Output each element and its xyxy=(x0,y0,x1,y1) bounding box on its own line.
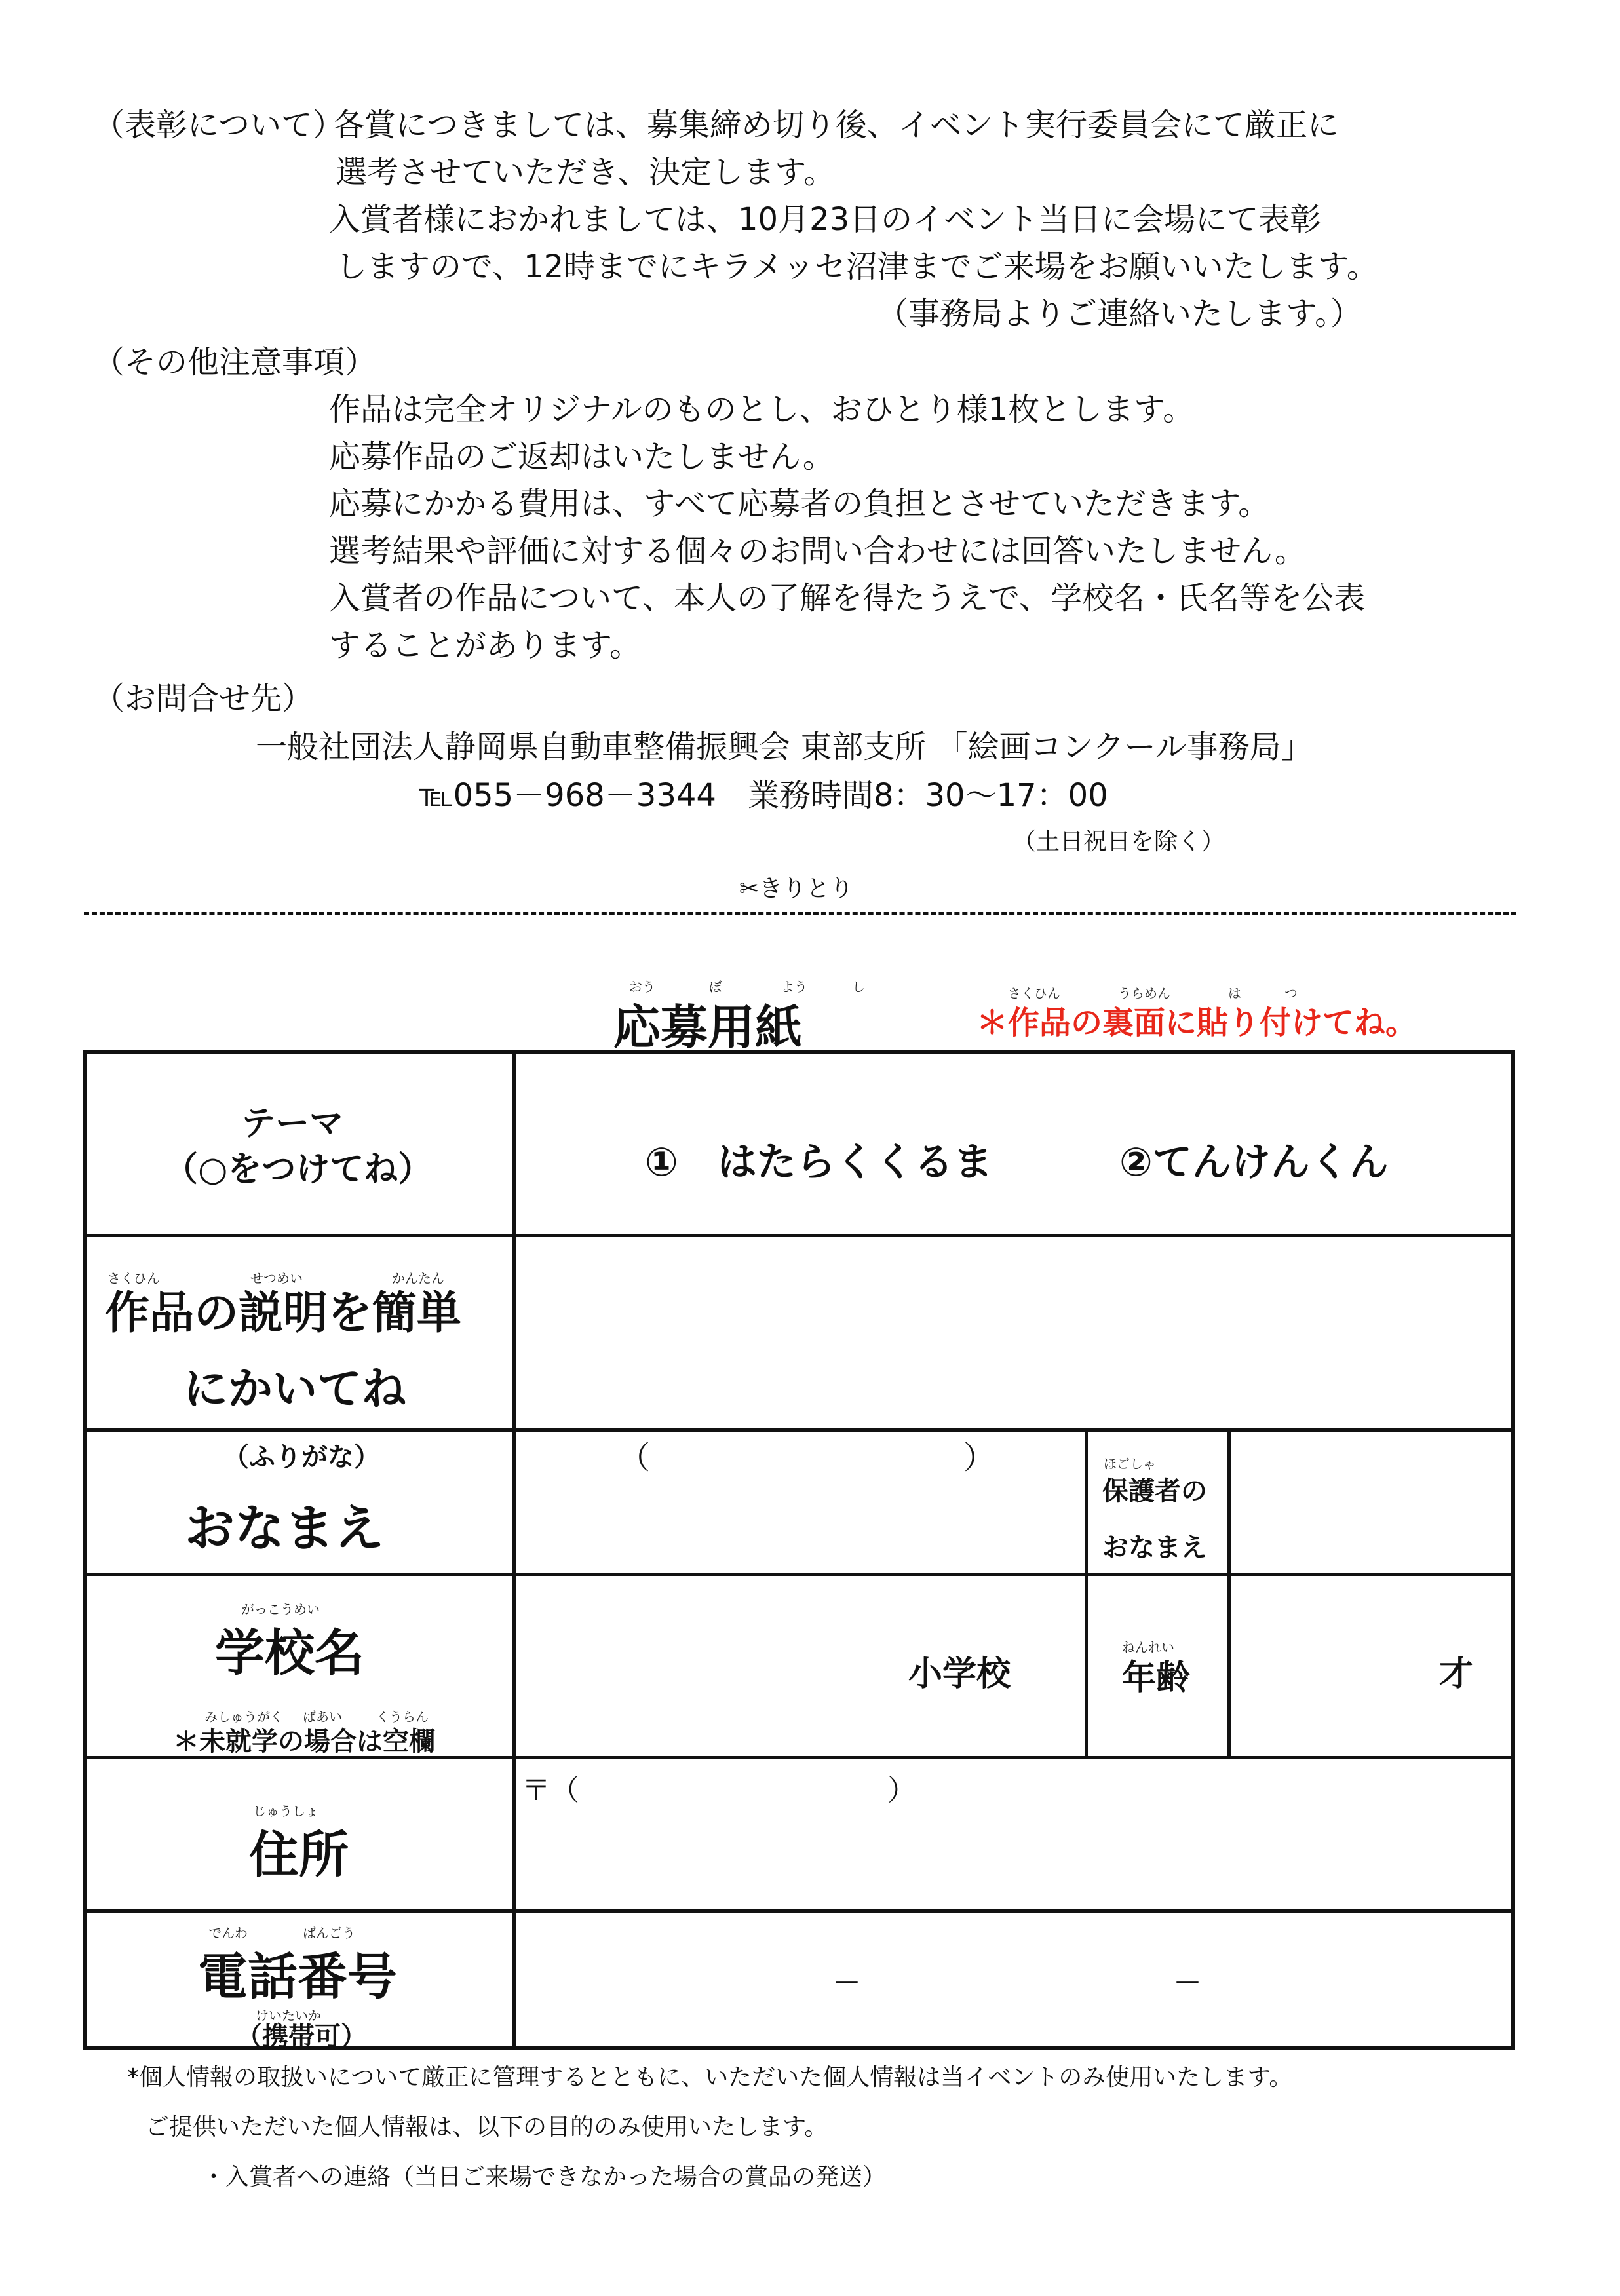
furigana-paren-close: ） xyxy=(963,1440,995,1476)
note-ruby: つ xyxy=(1284,985,1298,1001)
desc-ruby: かんたん xyxy=(392,1271,444,1286)
privacy-line-1: *個人情報の取扱いについて厳正に管理するとともに、いただいた個人情報は当イベントのみ使用いたします。 xyxy=(127,2064,1293,2091)
notes-item: 選考結果や評価に対する個々のお問い合わせには回答いたしません。 xyxy=(329,533,1306,569)
column-divider xyxy=(1085,1428,1088,1756)
school-note-ruby: くうらん xyxy=(376,1709,429,1725)
row-divider xyxy=(83,1909,1515,1913)
guardian-ruby: ほごしゃ xyxy=(1104,1456,1156,1472)
address-label: 住所 xyxy=(249,1826,349,1884)
school-label: 学校名 xyxy=(215,1624,364,1682)
notes-item: 応募にかかる費用は、すべて応募者の負担とさせていただきます。 xyxy=(329,486,1270,522)
mobile-label: （携帯可） xyxy=(236,2021,367,2052)
guardian-label-sub: おなまえ xyxy=(1102,1533,1207,1563)
desc-ruby: さくひん xyxy=(107,1271,160,1286)
age-suffix: 才 xyxy=(1439,1655,1474,1694)
title-ruby: おう xyxy=(629,979,655,995)
cut-line xyxy=(84,912,1516,915)
row-divider xyxy=(83,1428,1515,1432)
phone-field[interactable] xyxy=(518,1915,1511,2046)
age-field[interactable] xyxy=(1232,1578,1442,1752)
awards-line-1: 各賞につきましては、募集締め切り後、イベント実行委員会にて厳正に xyxy=(333,107,1340,144)
school-field[interactable] xyxy=(518,1578,911,1752)
age-ruby: ねんれい xyxy=(1122,1639,1174,1655)
school-note-ruby: みしゅうがく xyxy=(204,1709,283,1725)
cut-line-label: ✂きりとり xyxy=(739,875,854,902)
theme-label-sub: （○をつけてね） xyxy=(164,1150,433,1189)
desc-label: 作品の説明を簡単 xyxy=(105,1288,462,1339)
contact-closed: （土日祝日を除く） xyxy=(1013,828,1225,855)
theme-option-2[interactable]: ②てんけんくん xyxy=(1119,1139,1389,1185)
phone-dash: － xyxy=(832,1966,861,2000)
notes-item: 応募作品のご返却はいたしません。 xyxy=(329,438,834,475)
desc-label-sub: にかいてね xyxy=(183,1364,407,1415)
school-note: ＊未就学の場合は空欄 xyxy=(173,1727,435,1757)
awards-line-4: しますので、12時までにキラメッセ沼津までご来場をお願いいたします。 xyxy=(336,248,1378,285)
desc-ruby: せつめい xyxy=(250,1271,303,1286)
address-field[interactable] xyxy=(518,1763,1511,1907)
furigana-paren-open: （ xyxy=(619,1440,651,1476)
address-ruby: じゅうしょ xyxy=(253,1803,318,1819)
awards-line-5: （事務局よりご連絡いたします。） xyxy=(877,296,1362,332)
furigana-label: （ふりがな） xyxy=(223,1442,380,1472)
mobile-ruby: けいたいか xyxy=(256,2008,321,2023)
contact-org: 一般社団法人静岡県自動車整備振興会 東部支所 「絵画コンクール事務局」 xyxy=(256,729,1313,765)
school-note-ruby: ばあい xyxy=(303,1709,342,1725)
school-suffix: 小学校 xyxy=(908,1655,1011,1694)
note-ruby: さくひん xyxy=(1008,985,1060,1001)
note-ruby: は xyxy=(1228,985,1241,1001)
notes-item: 作品は完全オリジナルのものとし、おひとり様1枚とします。 xyxy=(329,391,1195,428)
title-ruby: よう xyxy=(781,979,807,995)
title-ruby: し xyxy=(852,979,865,995)
notes-heading: （その他注意事項） xyxy=(93,344,377,381)
theme-label: テーマ xyxy=(241,1104,344,1143)
phone-dash: － xyxy=(1173,1966,1202,2000)
awards-heading: （表彰について） xyxy=(93,107,345,144)
age-label: 年齢 xyxy=(1122,1658,1191,1698)
privacy-line-3: ・入賞者への連絡（当日ご来場できなかった場合の賞品の発送） xyxy=(202,2164,887,2191)
awards-line-2: 選考させていただき、決定します。 xyxy=(336,154,836,191)
contact-heading: （お問合せ先） xyxy=(93,680,314,717)
theme-option-1[interactable]: ① はたらくくるま xyxy=(645,1139,993,1185)
postal-paren-close: ） xyxy=(887,1774,916,1807)
name-label: おなまえ xyxy=(185,1499,384,1558)
notes-item: することがあります。 xyxy=(329,627,642,664)
description-field[interactable] xyxy=(518,1238,1511,1427)
row-divider xyxy=(83,1573,1515,1576)
contact-tel: ℡055－968－3344 業務時間8：30～17：00 xyxy=(419,777,1108,814)
name-field[interactable] xyxy=(518,1474,1081,1570)
notes-item: 入賞者の作品について、本人の了解を得たうえで、学校名・氏名等を公表 xyxy=(329,580,1366,617)
phone-label: 電話番号 xyxy=(198,1947,397,2006)
school-ruby: がっこうめい xyxy=(241,1601,320,1617)
note-ruby: うらめん xyxy=(1118,985,1170,1001)
guardian-name-field[interactable] xyxy=(1232,1432,1511,1571)
phone-ruby: でんわ xyxy=(208,1925,248,1941)
phone-ruby: ばんごう xyxy=(303,1925,355,1941)
title-ruby: ぼ xyxy=(709,979,722,995)
postal-mark: 〒（ xyxy=(522,1774,579,1807)
column-divider xyxy=(1227,1428,1231,1756)
form-title: 応募用紙 xyxy=(613,1000,803,1055)
form-note: ＊作品の裏面に貼り付けてね。 xyxy=(976,1004,1418,1041)
column-divider xyxy=(512,1050,516,2050)
awards-line-3: 入賞者様におかれましては、10月23日のイベント当日に会場にて表彰 xyxy=(329,201,1322,238)
privacy-line-2: ご提供いただいた個人情報は、以下の目的のみ使用いたします。 xyxy=(145,2114,828,2141)
row-divider xyxy=(83,1234,1515,1237)
guardian-label: 保護者の xyxy=(1102,1476,1207,1506)
